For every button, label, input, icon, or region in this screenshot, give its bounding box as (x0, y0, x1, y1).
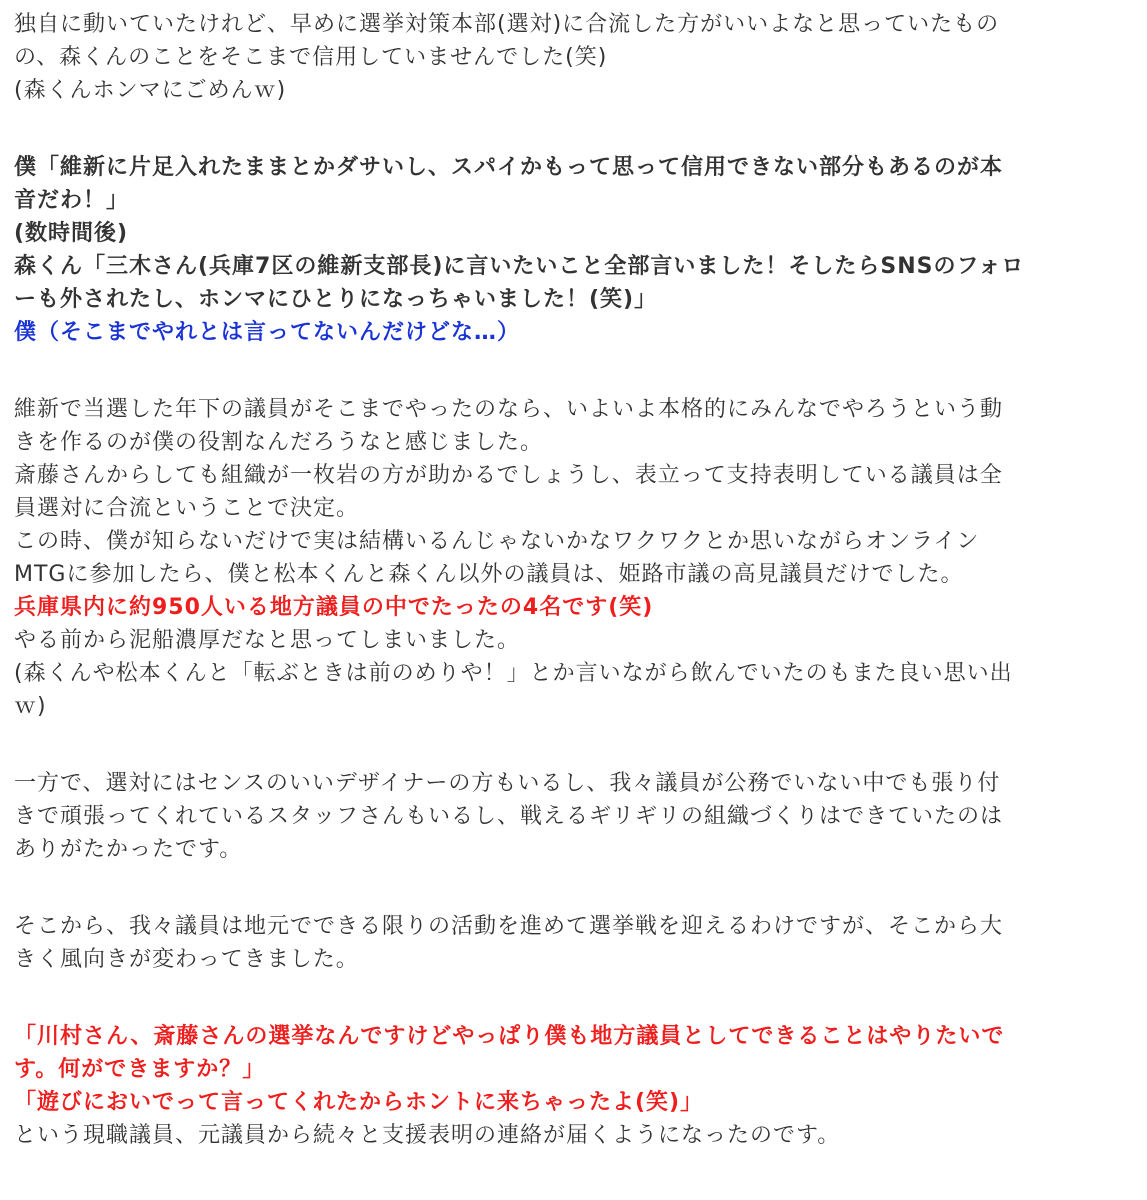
paragraph-spacer (14, 976, 1123, 1020)
text-line: という現職議員、元議員から続々と支援表明の連絡が届くようになったのです。 (14, 1123, 841, 1148)
red-quote-line: す。何ができますか？」 (14, 1057, 266, 1082)
text-line: きで頑張ってくれているスタッフさんもいるし、戦えるギリギリの組織づくりはできていたのは (14, 804, 1004, 829)
text-line: ｗ) (14, 694, 47, 719)
text-line: (森くんホンマにごめんｗ) (14, 78, 287, 103)
text-line: きを作るのが僕の役割なんだろうなと感じました。 (14, 430, 544, 455)
paragraph-5 (14, 910, 1123, 976)
red-quote-line: 「川村さん、斎藤さんの選挙なんですけどやっぱり僕も地方議員としてできることはやりたいで (14, 1024, 1005, 1049)
paragraph-6 (14, 1020, 1123, 1152)
text-line: 維新で当選した年下の議員がそこまでやったのなら、いよいよ本格的にみんなでやろうという動 (14, 397, 1004, 422)
blue-emphasis-line: 僕（そこまでやれとは言ってないんだけどな…） (14, 320, 521, 345)
text-line: MTGに参加したら、僕と松本くんと森くん以外の議員は、姫路市議の高見議員だけでした。 (14, 562, 964, 587)
paragraph-spacer (14, 107, 1123, 151)
red-quote-line: 「遊びにおいでって言ってくれたからホントに来ちゃったよ(笑)」 (14, 1090, 704, 1115)
text-line: (森くんや松本くんと「転ぶときは前のめりや！」とか言いながら飲んでいたのもまた良い思い出 (14, 661, 1013, 686)
text-line: 員選対に合流ということで決定。 (14, 496, 360, 521)
paragraph-2-dialogue (14, 151, 1123, 349)
text-line: 一方で、選対にはセンスのいいデザイナーの方もいるし、我々議員が公務でいない中でも張り付 (14, 771, 1001, 796)
text-line: の、森くんのことをそこまで信用していませんでした(笑) (14, 45, 608, 70)
paragraph-spacer (14, 723, 1123, 767)
text-line: やる前から泥船濃厚だなと思ってしまいました。 (14, 628, 521, 653)
text-line: きく風向きが変わってきました。 (14, 947, 359, 972)
paragraph-spacer (14, 866, 1123, 910)
text-line: ありがたかったです。 (14, 837, 243, 862)
bold-dialogue-line: 森くん「三木さん(兵庫7区の維新支部長)に言いたいこと全部言いました！そしたらSNSのフォロ (14, 254, 1025, 279)
paragraph-1 (14, 0, 1123, 107)
paragraph-4 (14, 767, 1123, 866)
red-emphasis-line: 兵庫県内に約950人いる地方議員の中でたったの4名です(笑) (14, 595, 654, 620)
bold-dialogue-line: (数時間後) (14, 221, 129, 246)
paragraph-spacer (14, 349, 1123, 393)
text-line: 独自に動いていたけれど、早めに選挙対策本部(選対)に合流した方がいいよなと思っていたもの (14, 12, 1000, 37)
text-line: 斎藤さんからしても組織が一枚岩の方が助かるでしょうし、表立って支持表明している議員は全 (14, 463, 1003, 488)
bold-dialogue-line: 音だわ！」 (14, 188, 130, 213)
bold-dialogue-line: ーも外されたし、ホンマにひとりになっちゃいました！(笑)」 (14, 287, 658, 312)
bold-dialogue-line: 僕「維新に片足入れたままとかダサいし、スパイかもって思って信用できない部分もあるのが本 (14, 155, 1004, 180)
paragraph-3 (14, 393, 1123, 723)
text-line: この時、僕が知らないだけで実は結構いるんじゃないかなワクワクとか思いながらオンライン (14, 529, 980, 554)
text-line: そこから、我々議員は地元でできる限りの活動を進めて選挙戦を迎えるわけですが、そこから大 (14, 914, 1004, 939)
